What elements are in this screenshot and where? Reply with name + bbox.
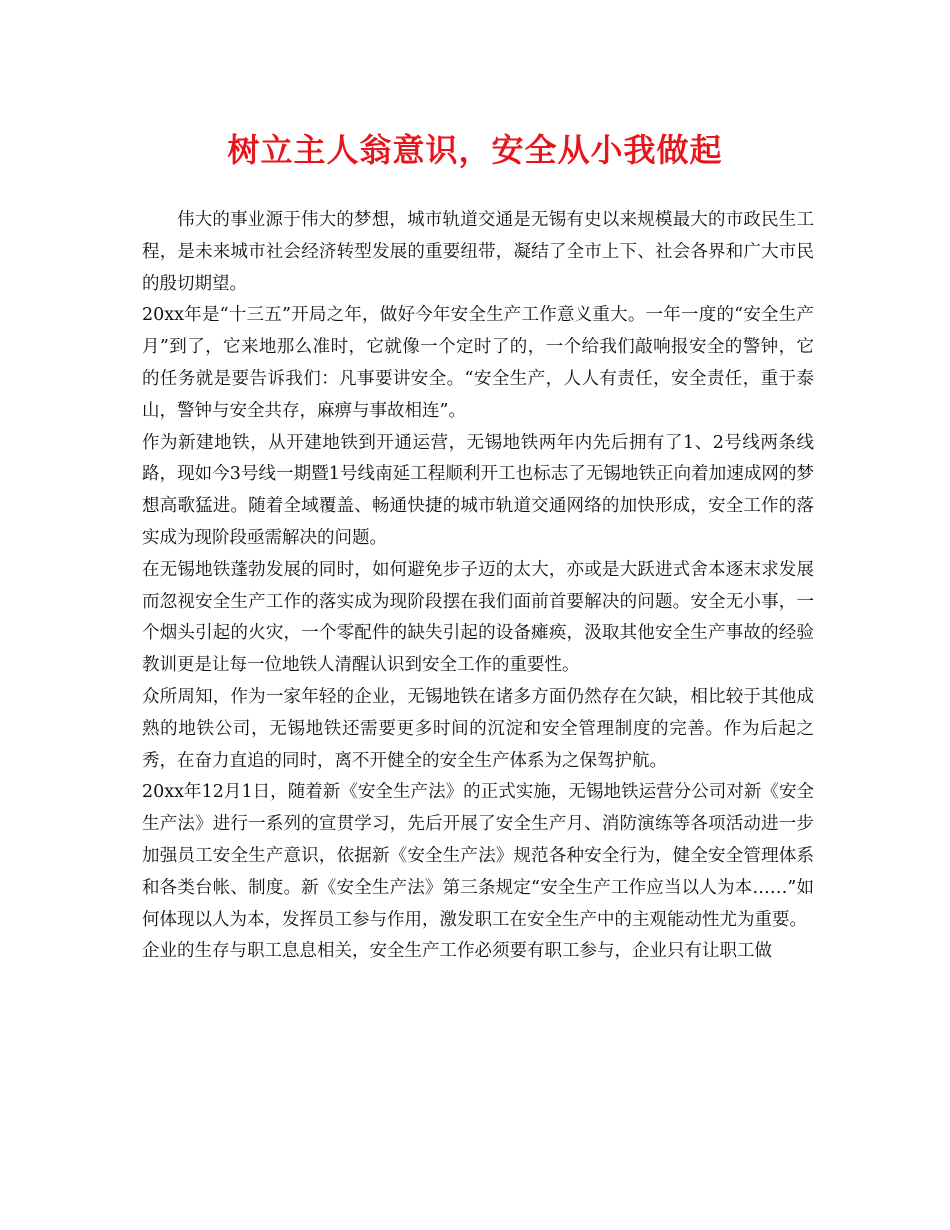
document-body	[142, 205, 814, 968]
paragraph-7: 企业的生存与职工息息相关，安全生产工作必须要有职工参与，企业只有让职工做	[142, 941, 772, 962]
document-title: 树立主人翁意识，安全从小我做起	[227, 131, 723, 169]
paragraph-4: 在无锡地铁蓬勃发展的同时，如何避免步子迈的太大，亦或是大跃进式舍本逐末求发展而忽视安全生产工作的落实成为现阶段摆在我们面前首要解决的问题。安全无小事，一个烟头引起的火灾，一个零配件的缺失引起的设备瘫痪，汲取其他安全生产事故的经验教训更是让每一位地铁人清醒认识到安全工作的重要性。	[142, 559, 814, 676]
paragraph-1: 伟大的事业源于伟大的梦想，城市轨道交通是无锡有史以来规模最大的市政民生工程，是未来城市社会经济转型发展的重要纽带，凝结了全市上下、社会各界和广大市民的殷切期望。	[142, 210, 814, 294]
paragraph-3: 作为新建地铁，从开建地铁到开通运营，无锡地铁两年内先后拥有了1、2号线两条线路，现如今3号线一期暨1号线南延工程顺利开工也标志了无锡地铁正向着加速成网的梦想高歌猛进。随着全域覆盖、畅通快捷的城市轨道交通网络的加快形成，安全工作的落实成为现阶段亟需解决的问题。	[142, 432, 814, 548]
paragraph-2: 20xx年是“十三五”开局之年，做好今年安全生产工作意义重大。一年一度的“安全生产月”到了，它来地那么准时，它就像一个定时了的，一个给我们敲响报安全的警钟，它的任务就是要告诉我们：凡事要讲安全。“安全生产，人人有责任，安全责任，重于泰山，警钟与安全共存，麻痹与事故相连”。	[142, 305, 814, 421]
paragraph-6: 20xx年12月1日，随着新《安全生产法》的正式实施，无锡地铁运营分公司对新《安全生产法》进行一系列的宣贯学习，先后开展了安全生产月、消防演练等各项活动进一步加强员工安全生产意识，依据新《安全生产法》规范各种安全行为，健全安全管理体系和各类台帐、制度。新《安全生产法》第三条规定“安全生产工作应当以人为本……”如何体现以人为本，发挥员工参与作用，激发职工在安全生产中的主观能动性尤为重要。	[142, 782, 814, 930]
paragraph-5: 众所周知，作为一家年轻的企业，无锡地铁在诸多方面仍然存在欠缺，相比较于其他成熟的地铁公司，无锡地铁还需要更多时间的沉淀和安全管理制度的完善。作为后起之秀，在奋力直追的同时，离不开健全的安全生产体系为之保驾护航。	[142, 686, 814, 771]
